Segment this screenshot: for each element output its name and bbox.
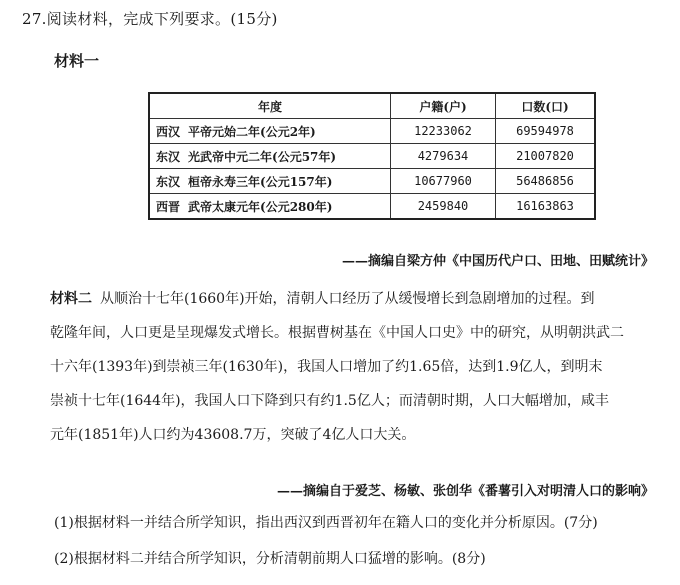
material2-line: 十六年(1393年)到崇祯三年(1630年)，我国人口增加了约1.65倍，达到1.9亿人，到明末	[50, 359, 603, 375]
population-cell: 16163863	[496, 194, 596, 220]
households-cell: 12233062	[391, 119, 496, 144]
header-population: 口数(口)	[496, 93, 596, 119]
question-title: 27.阅读材料，完成下列要求。(15分)	[22, 10, 278, 28]
period-cell	[149, 144, 391, 169]
material2-line	[50, 282, 660, 316]
population-table	[148, 92, 596, 220]
sub-question-1: (1)根据材料一并结合所学知识，指出西汉到西晋初年在籍人口的变化并分析原因。(7分)	[54, 515, 598, 531]
table-row	[149, 119, 595, 144]
material2-label: 材料二	[50, 291, 92, 307]
population-cell: 56486856	[496, 169, 596, 194]
material1-label: 材料一	[54, 52, 100, 70]
header-year: 年度	[149, 93, 391, 119]
material2-line: 崇祯十七年(1644年)，我国人口下降到只有约1.5亿人；而清朝时期，人口大幅增加，咸丰	[50, 393, 609, 409]
period-cell	[149, 119, 391, 144]
sub-question-2: (2)根据材料二并结合所学知识，分析清朝前期人口猛增的影响。(8分)	[54, 551, 486, 567]
reign: 光武帝中元二年(公元57年)	[188, 149, 337, 164]
period-cell	[149, 169, 391, 194]
households-cell: 4279634	[391, 144, 496, 169]
population-cell: 21007820	[496, 144, 596, 169]
table-row	[149, 169, 595, 194]
reign: 桓帝永寿三年(公元157年)	[188, 174, 333, 189]
dynasty: 西晋	[156, 199, 181, 214]
reign: 武帝太康元年(公元280年)	[188, 199, 333, 214]
table-row	[149, 144, 595, 169]
header-households: 户籍(户)	[391, 93, 496, 119]
table-row	[149, 194, 595, 220]
households-cell: 10677960	[391, 169, 496, 194]
population-cell: 69594978	[496, 119, 596, 144]
households-cell: 2459840	[391, 194, 496, 220]
material2-text: 从顺治十七年(1660年)开始，清朝人口经历了从缓慢增长到急剧增加的过程。到	[100, 291, 595, 307]
dynasty: 西汉	[156, 124, 181, 139]
material2-line: 元年(1851年)人口约为43608.7万，突破了4亿人口大关。	[50, 427, 416, 443]
period-cell	[149, 194, 391, 220]
material2-line: 乾隆年间，人口更是呈现爆发式增长。根据曹树基在《中国人口史》中的研究，从明朝洪武二	[50, 325, 624, 341]
dynasty: 东汉	[156, 149, 181, 164]
reign: 平帝元始二年(公元2年)	[188, 124, 316, 139]
table-header-row	[149, 93, 595, 119]
material2-paragraph	[50, 282, 660, 452]
material2-source: ——摘编自于爱芝、杨敏、张创华《番薯引入对明清人口的影响》	[276, 484, 654, 499]
dynasty: 东汉	[156, 174, 181, 189]
material1-source: ——摘编自梁方仲《中国历代户口、田地、田赋统计》	[341, 254, 654, 269]
